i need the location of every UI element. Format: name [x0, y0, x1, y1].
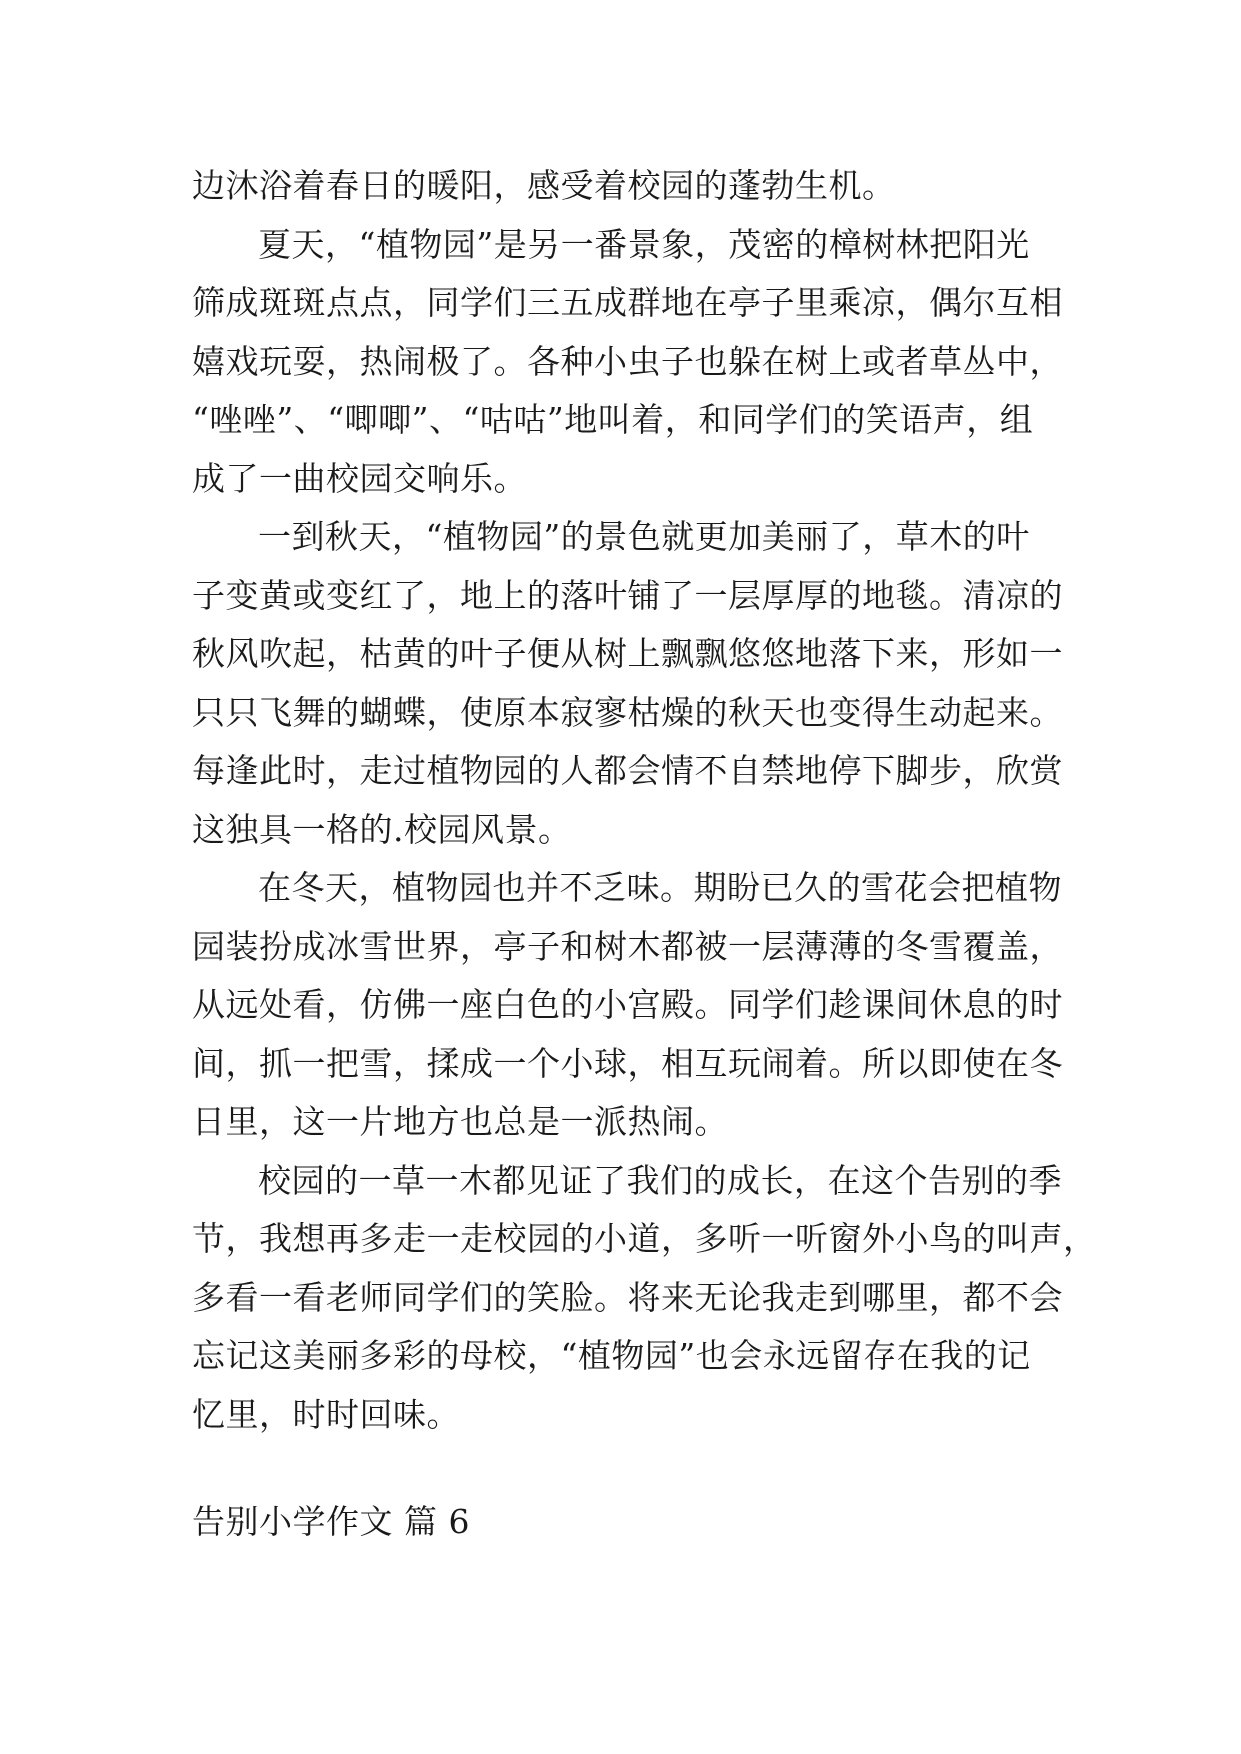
text-line: 忘记这美丽多彩的母校，“植物园”也会永远留存在我的记 [192, 1336, 1031, 1375]
text-line: “唑唑”、“唧唧”、“咕咕”地叫着，和同学们的笑语声，组 [192, 400, 1034, 439]
text-line: 子变黄或变红了，地上的落叶铺了一层厚厚的地毯。清凉的 [192, 575, 1063, 615]
text-line: 每逢此时，走过植物园的人都会情不自禁地停下脚步，欣赏 [192, 751, 1063, 790]
text-line: 校园的一草一木都见证了我们的成长，在这个告别的季 [258, 1160, 1062, 1200]
text-line: 一到秋天，“植物园”的景色就更加美丽了，草木的叶 [258, 517, 1030, 556]
text-line: 筛成斑斑点点，同学们三五成群地在亭子里乘凉，偶尔互相 [192, 283, 1063, 322]
text-line: 在冬天，植物园也并不乏味。期盼已久的雪花会把植物 [258, 868, 1062, 907]
text-line: 秋风吹起，枯黄的叶子便从树上飘飘悠悠地落下来，形如一 [192, 634, 1063, 673]
text-line: 从远处看，仿佛一座白色的小宫殿。同学们趁课间休息的时 [192, 985, 1063, 1024]
text-line: 只只飞舞的蝴蝶，使原本寂寥枯燥的秋天也变得生动起来。 [192, 692, 1063, 732]
section-heading: 告别小学作文 篇 6 [192, 1502, 470, 1541]
text-line: 园装扮成冰雪世界，亭子和树木都被一层薄薄的冬雪覆盖， [192, 926, 1063, 966]
text-line: 忆里，时时回味。 [192, 1394, 460, 1434]
text-line: 多看一看老师同学们的笑脸。将来无论我走到哪里，都不会 [192, 1277, 1063, 1317]
text-line: 嬉戏玩耍，热闹极了。各种小虫子也躲在树上或者草丛中， [192, 341, 1063, 381]
text-line: 这独具一格的.校园风景。 [192, 809, 572, 849]
text-line: 边沐浴着春日的暖阳，感受着校园的蓬勃生机。 [192, 166, 896, 205]
text-line: 节，我想再多走一走校园的小道，多听一听窗外小鸟的叫声， [192, 1219, 1097, 1258]
text-line: 成了一曲校园交响乐。 [192, 458, 527, 498]
text-line: 夏天，“植物园”是另一番景象，茂密的樟树林把阳光 [258, 224, 1030, 264]
text-line: 日里，这一片地方也总是一派热闹。 [192, 1102, 728, 1141]
article-body [192, 157, 1097, 1444]
text-line: 间，抓一把雪，揉成一个小球，相互玩闹着。所以即使在冬 [192, 1043, 1063, 1083]
